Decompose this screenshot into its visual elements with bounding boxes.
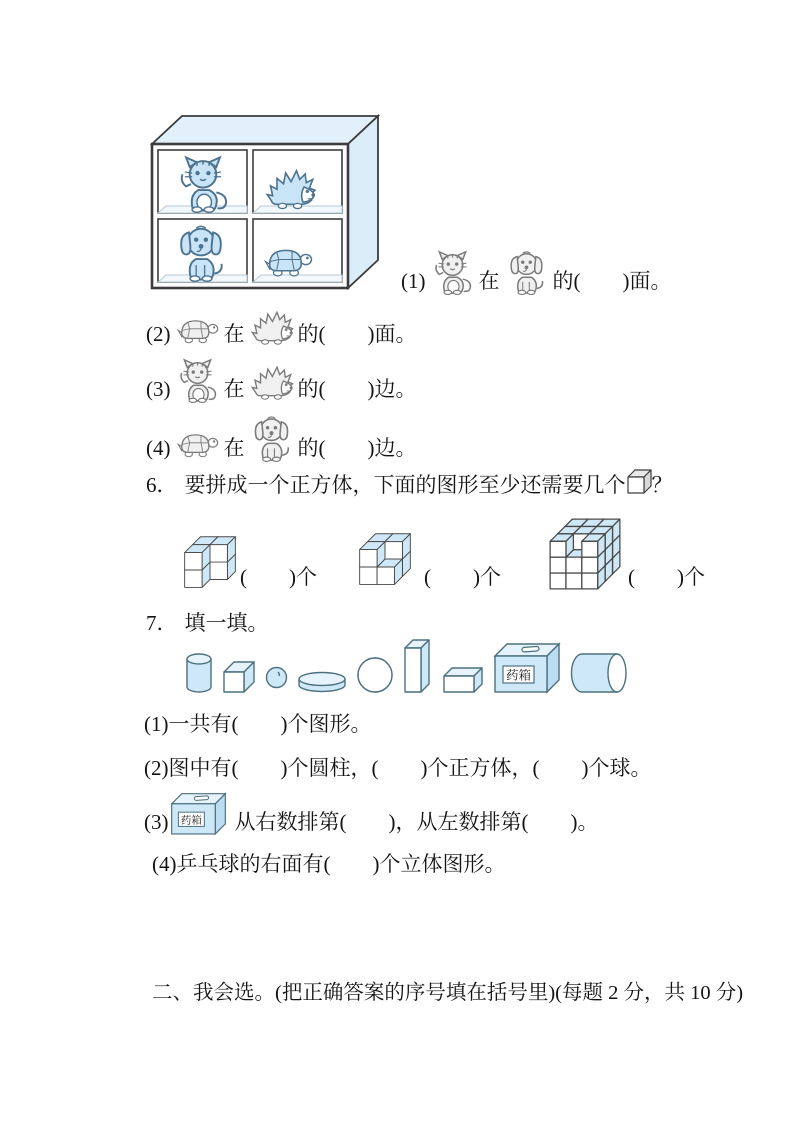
cylinder-horizontal-icon (570, 652, 628, 694)
q7-sub3-prefix: (3) (144, 809, 169, 834)
disk-icon (297, 670, 347, 694)
q7-sub4-text: (4)乒乓球的右面有( )个立体图形。 (152, 852, 506, 876)
q5-item-4-tail: 的( )边。 (297, 435, 417, 460)
q5-item-1-word: 在 (478, 268, 500, 293)
cuboid-small-icon (442, 666, 484, 694)
cube-icon (626, 468, 652, 494)
q7-sub1 (144, 712, 371, 738)
cube-figure-3 (548, 517, 622, 591)
q5-item-3-word: 在 (223, 376, 245, 401)
cube-figure-2 (358, 529, 412, 586)
dog-icon (503, 250, 550, 295)
q6-heading (146, 468, 673, 500)
turtle-icon (174, 306, 221, 348)
q7-sub1-text: (1)一共有( )个图形。 (144, 712, 372, 736)
q7-shapes-row (185, 638, 628, 694)
hedgehog-icon (248, 304, 295, 348)
q5-item-3 (146, 358, 417, 403)
q7-title: 填一填。 (184, 611, 269, 635)
q5-item-3-tail: 的( )边。 (297, 376, 417, 401)
q7-heading (146, 607, 269, 637)
q6-answer-2: ( )个 (424, 565, 501, 589)
q7-sub3 (144, 790, 598, 836)
cuboid-tall-icon (403, 638, 433, 694)
q5-item-1-tail: 的( )面。 (552, 268, 672, 293)
q5-item-2-prefix: (2) (146, 321, 171, 346)
animal-cabinet (148, 110, 380, 292)
q6-question-mark: ？ (651, 473, 673, 497)
cabinet-top-face (152, 116, 378, 144)
q7-sub2-text: (2)图中有( )个圆柱，( )个正方体，( )个球。 (144, 756, 652, 780)
cube-icon (222, 660, 256, 694)
q5-item-1-prefix: (1) (401, 268, 426, 293)
q6-answer-3: ( )个 (628, 565, 705, 589)
q5-item-2-word: 在 (223, 321, 245, 346)
cube-figure-1 (183, 532, 237, 589)
q5-item-2 (146, 304, 417, 348)
q6-number: 6． (146, 473, 178, 497)
ping-pong-ball-icon (265, 666, 288, 689)
section2-heading (152, 975, 743, 1005)
q5-item-4 (146, 415, 417, 462)
section2-title: 二、我会选。(把正确答案的序号填在括号里)(每题 2 分，共 10 分) (152, 982, 744, 1004)
cabinet-side-face (348, 116, 378, 288)
cat-icon (429, 250, 476, 295)
medicine-box-icon (170, 790, 227, 836)
cat-icon (174, 358, 221, 403)
q5-item-4-prefix: (4) (146, 435, 171, 460)
q7-number: 7． (146, 611, 178, 635)
q7-sub3-text: 从右数排第( )，从左数排第( )。 (234, 809, 599, 834)
q6-answer-1: ( )个 (240, 565, 317, 589)
turtle-icon (174, 420, 221, 462)
q6-text: 要拼成一个正方体，下面的图形至少还需要几个 (184, 473, 626, 497)
q5-item-2-tail: 的( )面。 (297, 321, 417, 346)
q5-item-1 (401, 250, 672, 295)
ball-icon (356, 656, 394, 694)
q7-sub2 (144, 756, 651, 782)
q7-sub4 (152, 852, 505, 878)
q5-item-3-prefix: (3) (146, 376, 171, 401)
q5-item-4-word: 在 (223, 435, 245, 460)
medicine-box-icon (493, 640, 561, 694)
dog-icon (248, 415, 295, 462)
hedgehog-icon (248, 359, 295, 403)
cylinder-vertical-icon (185, 652, 213, 694)
